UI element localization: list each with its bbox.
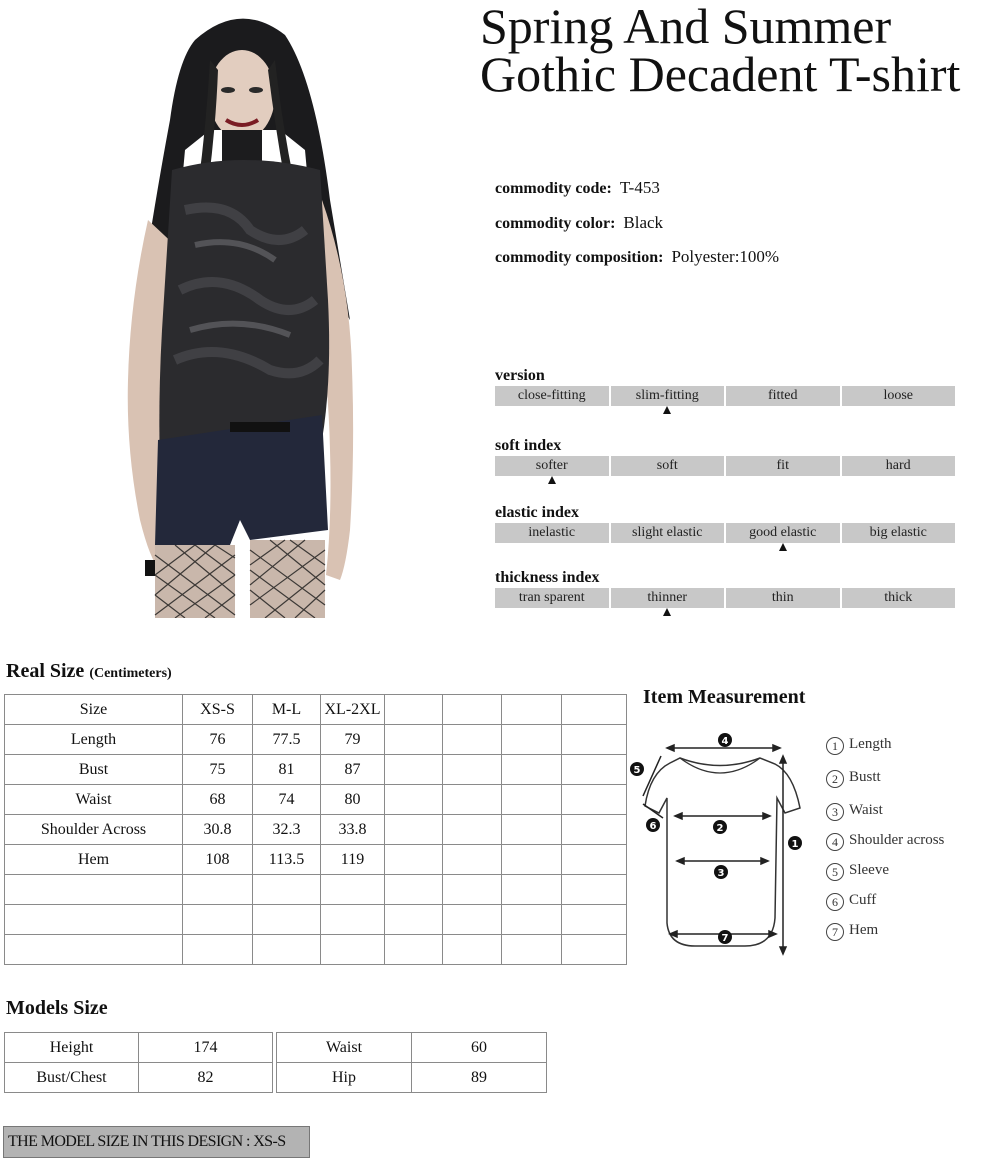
real-size-table xyxy=(4,694,627,965)
index-option: close-fitting xyxy=(495,386,609,406)
index-bar xyxy=(495,456,955,476)
table-cell xyxy=(562,905,627,935)
index-option: tran sparent xyxy=(495,588,609,608)
table-row xyxy=(5,845,627,875)
svg-text:5: 5 xyxy=(633,765,641,776)
table-cell xyxy=(562,935,627,965)
real-size-title xyxy=(6,660,172,683)
legend-label: Hem xyxy=(849,922,879,938)
table-cell: 174 xyxy=(139,1033,273,1063)
spec-label: commodity code: xyxy=(495,180,612,197)
table-cell xyxy=(321,875,385,905)
model-size-banner: THE MODEL SIZE IN THIS DESIGN : XS-S xyxy=(3,1126,310,1158)
table-cell: 77.5 xyxy=(253,725,321,755)
table-cell xyxy=(385,785,443,815)
table-cell xyxy=(385,875,443,905)
table-cell xyxy=(502,725,562,755)
table-row xyxy=(5,755,627,785)
table-cell: Waist xyxy=(5,785,183,815)
table-cell xyxy=(502,695,562,725)
table-cell: 74 xyxy=(253,785,321,815)
table-cell xyxy=(321,905,385,935)
index-option: hard xyxy=(842,456,956,476)
real-size-unit: (Centimeters) xyxy=(89,666,172,681)
spec-commodity-composition xyxy=(495,247,779,267)
svg-text:2: 2 xyxy=(716,823,724,834)
models-size-table-right xyxy=(276,1032,547,1093)
table-cell xyxy=(443,695,502,725)
table-row xyxy=(5,1033,273,1063)
table-cell xyxy=(5,905,183,935)
table-cell xyxy=(5,935,183,965)
spec-value: Polyester:100% xyxy=(671,247,780,266)
table-cell: Bust/Chest xyxy=(5,1063,139,1093)
table-cell xyxy=(183,875,253,905)
index-title: soft index xyxy=(495,437,562,454)
table-row xyxy=(5,815,627,845)
svg-text:6: 6 xyxy=(649,821,657,832)
legend-number: 4 xyxy=(826,833,844,851)
table-cell xyxy=(183,905,253,935)
table-row xyxy=(5,935,627,965)
table-cell xyxy=(502,815,562,845)
table-cell xyxy=(562,845,627,875)
table-cell xyxy=(502,845,562,875)
svg-text:3: 3 xyxy=(717,868,725,879)
index-bar xyxy=(495,386,955,406)
table-cell: 89 xyxy=(412,1063,547,1093)
table-cell: 113.5 xyxy=(253,845,321,875)
index-option-selected: slim-fitting xyxy=(611,386,725,406)
models-size-title: Models Size xyxy=(6,997,108,1019)
table-cell xyxy=(385,845,443,875)
table-cell xyxy=(183,935,253,965)
table-cell: 80 xyxy=(321,785,385,815)
table-row xyxy=(277,1063,547,1093)
legend-number: 2 xyxy=(826,770,844,788)
table-cell xyxy=(443,905,502,935)
index-option: big elastic xyxy=(842,523,956,543)
index-option: fit xyxy=(726,456,840,476)
table-cell xyxy=(562,875,627,905)
table-cell xyxy=(321,935,385,965)
legend-number: 1 xyxy=(826,737,844,755)
table-row xyxy=(5,1063,273,1093)
table-cell xyxy=(385,935,443,965)
table-row xyxy=(5,785,627,815)
legend-label: Shoulder across xyxy=(849,832,945,848)
real-size-heading: Real Size xyxy=(6,660,85,682)
table-cell xyxy=(443,845,502,875)
table-header-cell: M-L xyxy=(253,695,321,725)
index-option: fitted xyxy=(726,386,840,406)
table-cell xyxy=(385,725,443,755)
table-cell xyxy=(502,755,562,785)
table-cell xyxy=(385,755,443,785)
svg-text:1: 1 xyxy=(791,839,799,850)
models-size-table-left xyxy=(4,1032,273,1093)
table-header-cell: XS-S xyxy=(183,695,253,725)
table-cell xyxy=(443,875,502,905)
index-option: soft xyxy=(611,456,725,476)
legend-number: 7 xyxy=(826,923,844,941)
legend-item-waist xyxy=(826,802,944,832)
table-cell: Bust xyxy=(5,755,183,785)
table-cell: Waist xyxy=(277,1033,412,1063)
table-cell: 82 xyxy=(139,1063,273,1093)
table-cell: 33.8 xyxy=(321,815,385,845)
spec-commodity-color xyxy=(495,213,663,233)
spec-label: commodity composition: xyxy=(495,249,664,266)
table-cell: 75 xyxy=(183,755,253,785)
spec-value: T-453 xyxy=(619,178,660,197)
legend-label: Length xyxy=(849,736,892,752)
table-cell: 81 xyxy=(253,755,321,785)
legend-item-sleeve xyxy=(826,862,944,892)
table-cell: Height xyxy=(5,1033,139,1063)
model-photo xyxy=(100,0,390,618)
table-cell xyxy=(253,875,321,905)
table-cell: Hip xyxy=(277,1063,412,1093)
table-cell: 60 xyxy=(412,1033,547,1063)
index-option: inelastic xyxy=(495,523,609,543)
spec-label: commodity color: xyxy=(495,215,616,232)
table-cell: 119 xyxy=(321,845,385,875)
legend-number: 6 xyxy=(826,893,844,911)
measurement-legend xyxy=(826,736,944,952)
table-row xyxy=(277,1033,547,1063)
table-cell xyxy=(502,935,562,965)
table-cell: 79 xyxy=(321,725,385,755)
legend-label: Bustt xyxy=(849,769,881,785)
table-cell: 76 xyxy=(183,725,253,755)
legend-label: Cuff xyxy=(849,892,877,908)
version-index xyxy=(495,366,955,406)
index-title: version xyxy=(495,367,545,384)
table-header-cell: Size xyxy=(5,695,183,725)
elastic-index xyxy=(495,503,955,543)
tshirt-measurement-diagram xyxy=(625,718,815,968)
soft-index xyxy=(495,436,955,476)
table-row xyxy=(5,905,627,935)
svg-text:4: 4 xyxy=(721,736,729,747)
index-bar xyxy=(495,523,955,543)
item-measurement-title: Item Measurement xyxy=(643,686,806,708)
table-cell: 87 xyxy=(321,755,385,785)
table-cell xyxy=(385,905,443,935)
svg-text:7: 7 xyxy=(721,933,729,944)
table-cell xyxy=(562,725,627,755)
legend-label: Sleeve xyxy=(849,862,889,878)
table-cell xyxy=(443,935,502,965)
spec-commodity-code xyxy=(495,178,660,198)
table-cell: Hem xyxy=(5,845,183,875)
table-cell: 108 xyxy=(183,845,253,875)
table-cell xyxy=(443,785,502,815)
legend-label: Waist xyxy=(849,802,883,818)
table-cell: Length xyxy=(5,725,183,755)
table-cell xyxy=(562,755,627,785)
thickness-index xyxy=(495,568,955,608)
table-cell xyxy=(502,875,562,905)
table-cell xyxy=(562,695,627,725)
legend-item-cuff xyxy=(826,892,944,922)
legend-number: 3 xyxy=(826,803,844,821)
index-option-selected: good elastic xyxy=(726,523,840,543)
spec-value: Black xyxy=(623,213,664,232)
table-row xyxy=(5,695,627,725)
table-cell xyxy=(385,695,443,725)
legend-item-bust xyxy=(826,769,944,802)
index-option: loose xyxy=(842,386,956,406)
table-cell xyxy=(502,785,562,815)
table-cell xyxy=(562,815,627,845)
table-row xyxy=(5,725,627,755)
table-cell xyxy=(443,755,502,785)
index-title: thickness index xyxy=(495,569,600,586)
index-option-selected: thinner xyxy=(611,588,725,608)
index-option-selected: softer xyxy=(495,456,609,476)
table-cell xyxy=(5,875,183,905)
index-option: slight elastic xyxy=(611,523,725,543)
table-cell: 30.8 xyxy=(183,815,253,845)
legend-item-hem xyxy=(826,922,944,952)
index-option: thick xyxy=(842,588,956,608)
legend-item-length xyxy=(826,736,944,769)
legend-number: 5 xyxy=(826,863,844,881)
legend-item-shoulder xyxy=(826,832,944,862)
table-cell xyxy=(253,905,321,935)
table-cell xyxy=(443,725,502,755)
table-cell xyxy=(502,905,562,935)
table-cell: 32.3 xyxy=(253,815,321,845)
table-cell xyxy=(253,935,321,965)
table-cell xyxy=(385,815,443,845)
index-bar xyxy=(495,588,955,608)
table-cell xyxy=(562,785,627,815)
table-cell: 68 xyxy=(183,785,253,815)
product-title: Spring And Summer Gothic Decadent T-shirt xyxy=(480,0,961,102)
index-title: elastic index xyxy=(495,504,579,521)
index-option: thin xyxy=(726,588,840,608)
table-cell: Shoulder Across xyxy=(5,815,183,845)
table-row xyxy=(5,875,627,905)
table-cell xyxy=(443,815,502,845)
table-header-cell: XL-2XL xyxy=(321,695,385,725)
